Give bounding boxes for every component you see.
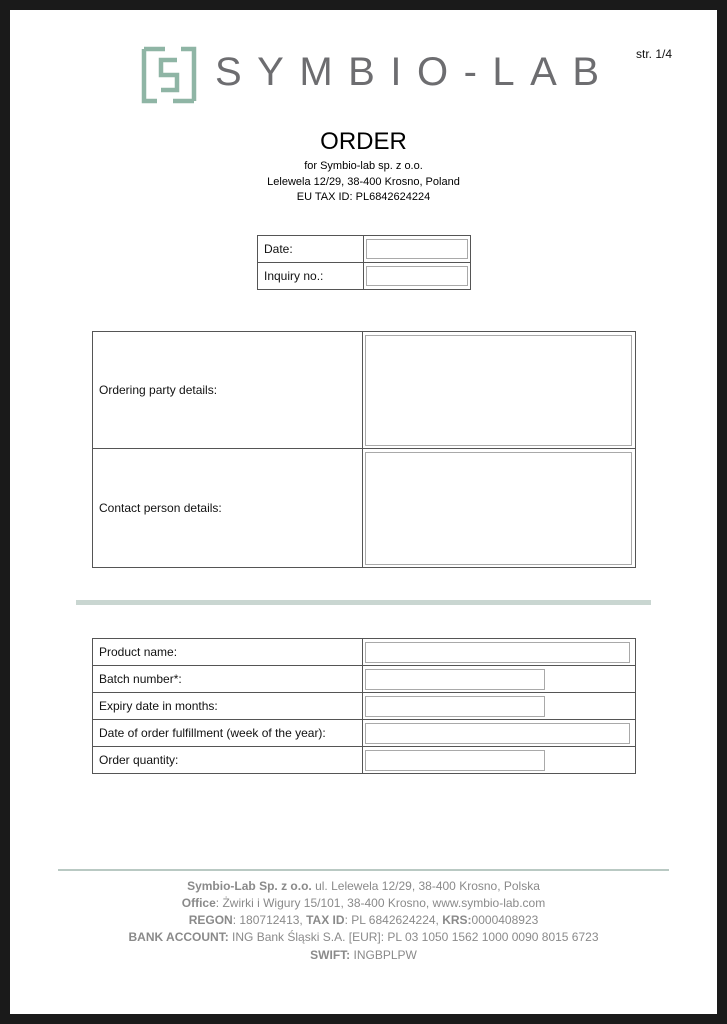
footer-divider bbox=[58, 869, 669, 871]
footer-regon-label: REGON bbox=[188, 913, 233, 927]
fulfillment-field[interactable] bbox=[365, 723, 630, 744]
footer-office-text: : Żwirki i Wigury 15/101, 38-400 Krosno, www.symbio-lab.com bbox=[215, 896, 546, 910]
footer-company-address: ul. Lelewela 12/29, 38-400 Krosno, Polska bbox=[311, 879, 540, 893]
footer-registration bbox=[10, 913, 717, 927]
product-name-label: Product name: bbox=[93, 639, 363, 666]
ordering-party-row bbox=[93, 332, 636, 449]
footer-bank-text: ING Bank Śląski S.A. [EUR]: PL 03 1050 1562 1000 0090 8015 6723 bbox=[228, 930, 599, 944]
batch-number-label: Batch number*: bbox=[93, 666, 363, 693]
product-name-row bbox=[93, 639, 636, 666]
footer-taxid-text: : PL 6842624224, bbox=[344, 913, 443, 927]
expiry-field[interactable] bbox=[365, 696, 545, 717]
footer-company-name: Symbio-Lab Sp. z o.o. bbox=[187, 879, 312, 893]
recipient-line: for Symbio-lab sp. z o.o. bbox=[304, 160, 423, 172]
batch-number-row bbox=[93, 666, 636, 693]
footer-regon-text: : 180712413, bbox=[232, 913, 307, 927]
footer-company bbox=[10, 879, 717, 893]
footer-swift-label: SWIFT: bbox=[310, 948, 351, 962]
logo-mark-icon bbox=[141, 46, 197, 104]
expiry-row bbox=[93, 693, 636, 720]
fulfillment-label: Date of order fulfillment (week of the year): bbox=[93, 720, 363, 747]
order-meta-table bbox=[257, 235, 471, 290]
document-title: ORDER bbox=[320, 128, 407, 155]
footer-office bbox=[10, 896, 717, 910]
section-divider bbox=[76, 600, 651, 605]
footer-taxid-label: TAX ID bbox=[306, 913, 345, 927]
ordering-party-field[interactable] bbox=[365, 335, 632, 446]
logo-text: SYMBIO-LAB bbox=[215, 50, 615, 94]
inquiry-field[interactable] bbox=[366, 266, 468, 286]
quantity-label: Order quantity: bbox=[93, 747, 363, 774]
quantity-row bbox=[93, 747, 636, 774]
quantity-field[interactable] bbox=[365, 750, 545, 771]
inquiry-label: Inquiry no.: bbox=[258, 263, 364, 290]
product-name-field[interactable] bbox=[365, 642, 630, 663]
document-page bbox=[10, 10, 717, 1014]
contact-person-field[interactable] bbox=[365, 452, 632, 565]
date-label: Date: bbox=[258, 236, 364, 263]
contact-person-label: Contact person details: bbox=[93, 449, 363, 568]
footer-bank bbox=[10, 930, 717, 944]
footer-krs-text: 0000408923 bbox=[471, 913, 539, 927]
contact-person-row bbox=[93, 449, 636, 568]
footer-bank-label: BANK ACCOUNT: bbox=[128, 930, 229, 944]
inquiry-row bbox=[258, 263, 471, 290]
footer-swift-text: INGBPLPW bbox=[350, 948, 417, 962]
date-field[interactable] bbox=[366, 239, 468, 259]
expiry-label: Expiry date in months: bbox=[93, 693, 363, 720]
ordering-party-label: Ordering party details: bbox=[93, 332, 363, 449]
footer-krs-label: KRS: bbox=[442, 913, 472, 927]
party-details-table bbox=[92, 331, 636, 568]
recipient-tax-id: EU TAX ID: PL6842624224 bbox=[296, 191, 431, 203]
page-number: str. 1/4 bbox=[636, 47, 673, 61]
product-table bbox=[92, 638, 636, 774]
recipient-address: Lelewela 12/29, 38-400 Krosno, Poland bbox=[267, 176, 460, 188]
footer-office-label: Office bbox=[181, 896, 216, 910]
company-logo bbox=[141, 44, 615, 104]
batch-number-field[interactable] bbox=[365, 669, 545, 690]
fulfillment-row bbox=[93, 720, 636, 747]
footer-swift bbox=[10, 948, 717, 962]
date-row bbox=[258, 236, 471, 263]
